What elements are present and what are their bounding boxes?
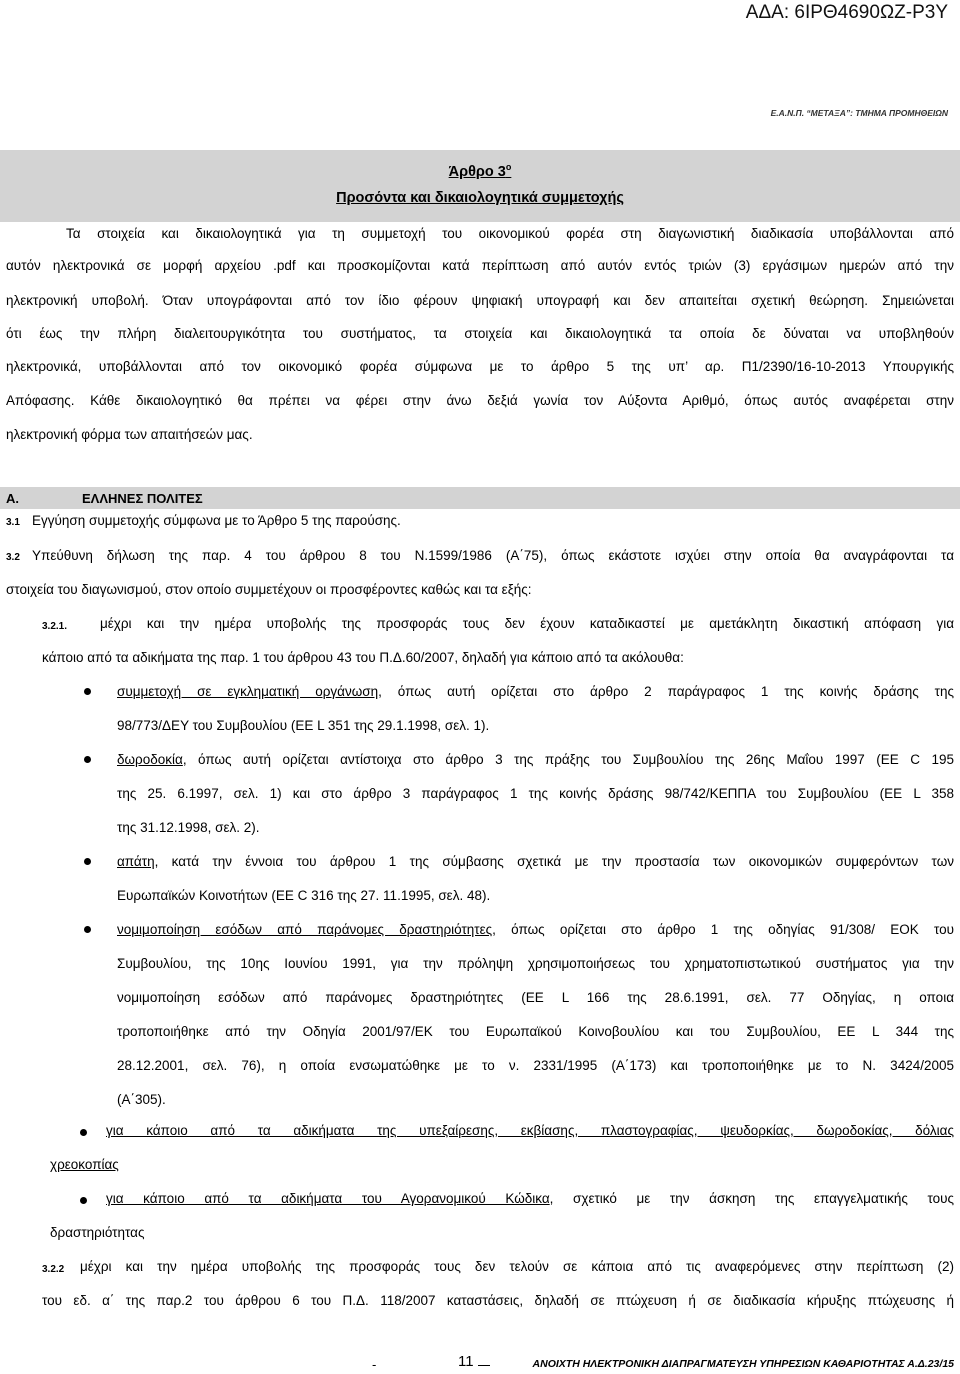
- bullet-dot: [84, 926, 91, 933]
- bullet-line: Συμβουλίου, της 10ης Ιουνίου 1991, για την πρόληψη χρησιμοποιήσεως του χρηματοπιστωτικού συστήματος για την: [117, 956, 954, 971]
- bullet-term: απάτη: [117, 854, 155, 869]
- item-3-2-1-line: μέχρι και την ημέρα υποβολής της προσφοράς τους δεν έχουν καταδικαστεί με αμετάκλητη δικαστική απόφαση για: [100, 616, 954, 631]
- bullet-line: νομιμοποίηση εσόδων από παράνομες δραστηριότητες (ΕΕ L 166 της 28.6.1991, σελ. 77 Οδηγίας, η οποια: [117, 990, 954, 1005]
- bullet-line: [117, 920, 954, 940]
- bullet-line: [117, 852, 954, 872]
- bullet-line: χρεοκοπίας: [50, 1157, 119, 1172]
- bullet-text: , κατά την έννοια του άρθρου 1 της σύμβασης σχετικά με την προστασία των οικονομικών συμφερόντων των: [154, 854, 954, 869]
- item-3-2-1-line: κάποιο από τα αδικήματα της παρ. 1 του άρθρου 43 του Π.Δ.60/2007, δηλαδή για κάποιο από τα ακόλουθα:: [42, 650, 684, 665]
- bullet-line: 28.12.2001, σελ. 76), η οποία ενσωματώθηκε με το ν. 2331/1995 (Α΄173) και τροποποιήθηκε με το Ν. 3424/2005: [117, 1058, 954, 1073]
- footer-rule: [478, 1365, 490, 1366]
- bullet-line: για κάποιο από τα αδικήματα της υπεξαίρεσης, εκβίασης, πλαστογραφίας, ψευδορκίας, δωροδοκίας, δόλιας: [106, 1123, 954, 1138]
- bullet-dot: [84, 688, 91, 695]
- intro-line: ότι έως την πλήρη διαλειτουργικότητα του συστήματος, τα στοιχεία και δικαιολογητικά τα οποία δε δύναται να υποβληθούν: [6, 326, 954, 341]
- item-3-2-2-number: 3.2.2: [42, 1264, 65, 1275]
- footer-dash: -: [372, 1357, 377, 1372]
- bullet-line: (Α΄305).: [117, 1092, 166, 1107]
- item-3-2-line: στοιχεία του διαγωνισμού, στον οποίο συμμετέχουν οι προσφέροντες καθώς και τα εξής:: [6, 582, 532, 597]
- section-a-title: ΕΛΛΗΝΕΣ ΠΟΛΙΤΕΣ: [82, 491, 203, 506]
- footer-text: ΑΝΟΙΧΤΗ ΗΛΕΚΤΡΟΝΙΚΗ ΔΙΑΠΡΑΓΜΑΤΕΥΣΗ ΥΠΗΡΕΣΙΩΝ ΚΑΘΑΡΙΟΤΗΤΑΣ Α.Δ.23/15: [532, 1358, 954, 1370]
- bullet-text: , όπως αυτή ορίζεται αντίστοιχα στο άρθρο 3 της πράξης του Συμβουλίου της 26ης Μαΐου 1997 (ΕΕ C 195: [182, 752, 954, 767]
- item-3-1-text: Εγγύηση συμμετοχής σύμφωνα με το Άρθρο 5 της παρούσης.: [32, 513, 401, 528]
- bullet-text: , σχετικό με την άσκηση της επαγγελματικής τους: [549, 1191, 954, 1206]
- bullet-dot: [84, 756, 91, 763]
- bullet-line: δραστηριότητας: [50, 1225, 145, 1240]
- article-title-text: Άρθρο 3: [448, 163, 506, 180]
- bullet-line: [106, 1189, 954, 1209]
- bullet-line: 98/773/ΔΕΥ του Συμβουλίου (ΕΕ L 351 της 29.1.1998, σελ. 1).: [117, 718, 490, 733]
- bullet-line: της 31.12.1998, σελ. 2).: [117, 820, 260, 835]
- page-number: 11: [458, 1353, 474, 1370]
- bullet-term: νομιμοποίηση εσόδων από παράνομες δραστηριότητες: [117, 922, 493, 937]
- intro-line: ηλεκτρονική υποβολή. Όταν υπογράφονται από τον ίδιο φέρουν ψηφιακή υπογραφή και δεν απαιτείται σχετική θεώρηση. Σημειώνεται: [6, 293, 954, 308]
- bullet-text: , όπως ορίζεται στο άρθρο 1 της οδηγίας 91/308/ ΕΟΚ του: [492, 922, 954, 937]
- intro-line: αυτόν ηλεκτρονικά σε μορφή αρχείου .pdf και προσκομίζονται κατά περίπτωση από αυτόν εντός τριών (3) εργάσιμων ημερών από την: [6, 258, 954, 273]
- bullet-dot: [80, 1197, 87, 1204]
- article-subtitle: Προσόντα και δικαιολογητικά συμμετοχής: [336, 190, 624, 206]
- item-3-2-number: 3.2: [6, 552, 20, 563]
- bullet-line: τροποποιήθηκε από την Οδηγία 2001/97/ΕΚ του Ευρωπαϊκού Κοινοβουλίου και του Συμβουλίου, ΕΕ L 344 της: [117, 1024, 954, 1039]
- bullet-line: Ευρωπαϊκών Κοινοτήτων (ΕΕ C 316 της 27. 11.1995, σελ. 48).: [117, 888, 491, 903]
- item-3-2-1-number: 3.2.1.: [42, 621, 68, 632]
- article-title: [0, 157, 960, 182]
- bullet-term: για κάποιο από τα αδικήματα του Αγορανομικού Κώδικα: [106, 1191, 550, 1206]
- item-3-1-number: 3.1: [6, 517, 20, 528]
- intro-line: Απόφασης. Κάθε δικαιολογητικό θα πρέπει να φέρει στην άνω δεξιά γωνία τον Αύξοντα Αριθμό, όπως αυτός αναφέρεται στην: [6, 393, 954, 408]
- intro-line: ηλεκτρονικά, υποβάλλονται από τον οικονομικό φορέα σύμφωνα με το άρθρο 5 της υπ’ αρ. Π1/2390/16-10-2013 Υπουργικής: [6, 359, 954, 374]
- bullet-term: συμμετοχή σε εγκληματική οργάνωση: [117, 684, 379, 699]
- bullet-line: [117, 750, 954, 770]
- bullet-text: , όπως αυτή ορίζεται στο άρθρο 2 παράγραφος 1 της κοινής δράσης της: [378, 684, 954, 699]
- organization-header: Ε.Α.Ν.Π. “ΜΕΤΑΞΑ”: ΤΜΗΜΑ ΠΡΟΜΗΘΕΙΩΝ: [770, 108, 948, 118]
- intro-line: ηλεκτρονική φόρμα των απαιτήσεών μας.: [6, 427, 253, 442]
- article-title-sup: ο: [505, 162, 512, 172]
- bullet-dot: [80, 1129, 87, 1136]
- item-3-2-line: Υπεύθυνη δήλωση της παρ. 4 του άρθρου 8 του Ν.1599/1986 (Α΄75), όπως εκάστοτε ισχύει στην οποία θα αναγράφονται τα: [32, 548, 954, 563]
- bullet-line: της 25. 6.1997, σελ. 1) και στο άρθρο 3 παράγραφος 1 της κοινής δράσης 98/742/ΚΕΠΠΑ του Συμβουλίου (ΕΕ L 358: [117, 786, 954, 801]
- ada-code: ΑΔΑ: 6ΙΡΘ4690ΩΖ-Ρ3Υ: [745, 2, 948, 23]
- bullet-term: δωροδοκία: [117, 752, 183, 767]
- bullet-dot: [84, 858, 91, 865]
- bullet-line: [117, 682, 954, 702]
- section-a-letter: Α.: [6, 491, 19, 506]
- item-3-2-2-line: του εδ. α΄ της παρ.2 του άρθρου 6 του Π.Δ. 118/2007 καταστάσεις, δηλαδή σε πτώχευση ή σε διαδικασία κήρυξης πτώχευσης ή: [42, 1293, 954, 1308]
- item-3-2-2-line: μέχρι και την ημέρα υποβολής της προσφοράς τους δεν τελούν σε κάποια από τις αναφερόμενες στην περίπτωση (2): [80, 1259, 954, 1274]
- intro-line: Τα στοιχεία και δικαιολογητικά για τη συμμετοχή του οικονομικού φορέα στη διαγωνιστική διαδικασία υποβάλλονται από: [66, 226, 954, 241]
